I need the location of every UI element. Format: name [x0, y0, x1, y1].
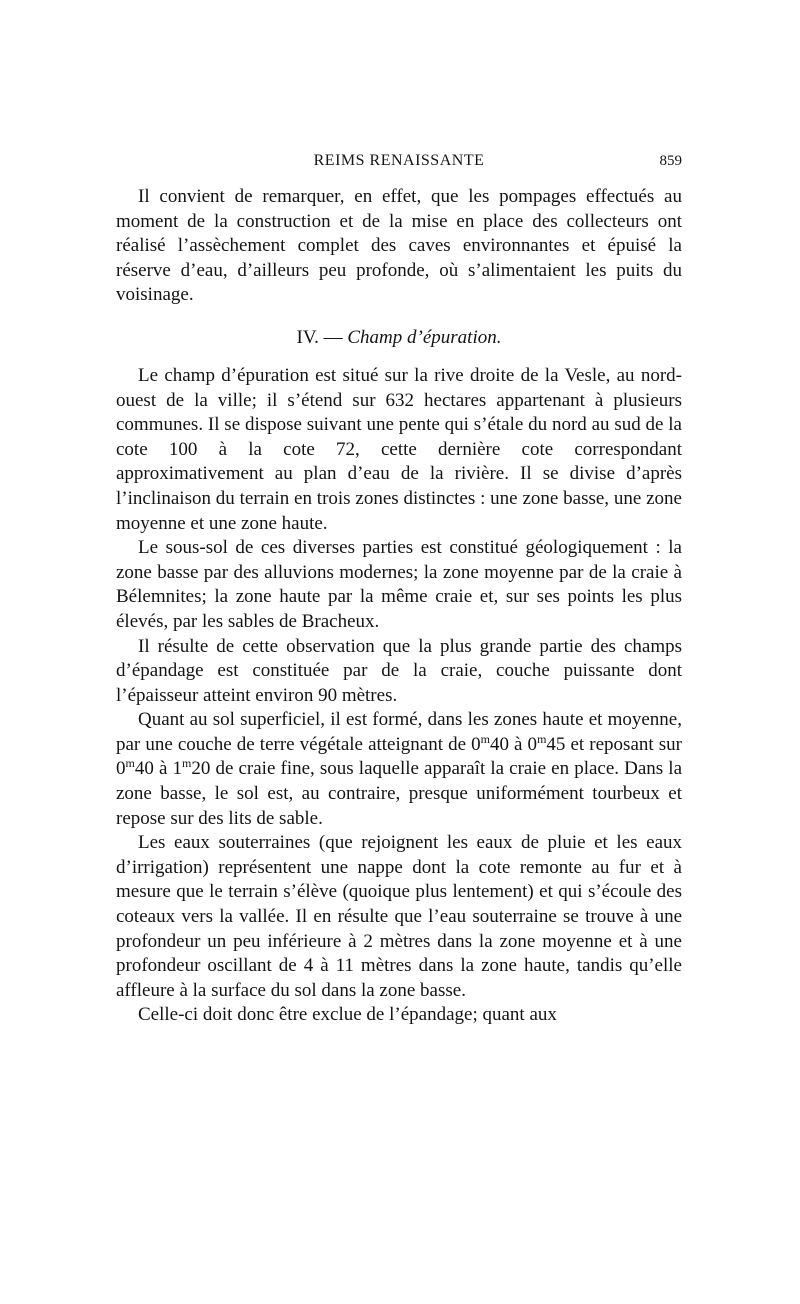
section-title: Champ d’épuration.	[347, 326, 502, 348]
unit-m-4: m	[182, 756, 192, 771]
soil-text-4: 40 à 1	[134, 758, 182, 780]
paragraph-surface-soil	[116, 708, 682, 831]
body-text	[116, 185, 682, 1028]
section-number: IV.	[296, 326, 319, 348]
paragraph-chalk: Il résulte de cette observation que la plus grande partie des champs d’épandage est constituée par de la craie, couche puissante dont l’épaisseur atteint environ 90 mètres.	[116, 635, 682, 706]
paragraph-subsoil: Le sous-sol de ces diverses parties est constitué géologiquement : la zone basse par des alluvions modernes; la zone moyenne par de la craie à Bélemnites; la zone haute par la même craie et, sur ses points les plus élevés, par les sables de Bracheux.	[116, 537, 682, 632]
page-number: 859	[659, 153, 682, 169]
soil-text-1: Quant au sol superficiel, il est formé, dans les zones haute et moyenne, par une couche de terre végétale atteignant de 0	[116, 709, 682, 755]
soil-text-5: 20 de craie fine, sous laquelle apparaît la craie en place. Dans la zone basse, le sol est, au contraire, presque uniformément tourbeux et repose sur des lits de sable.	[116, 758, 683, 829]
running-title: REIMS RENAISSANTE	[313, 152, 485, 169]
unit-m-3: m	[125, 756, 135, 771]
running-header	[116, 150, 682, 172]
section-heading	[116, 326, 682, 350]
section-dash: —	[323, 326, 343, 348]
paragraph-location: Le champ d’épuration est situé sur la rive droite de la Vesle, au nord-ouest de la ville; il s’étend sur 632 hectares appartenant à plusieurs communes. Il se dispose suivant une pente qui s’étale du nord au sud de la cote 100 à la cote 72, cette dernière cote correspondant approximativement au plan d’eau de la rivière. Il se divise d’après l’inclinaison du terrain en trois zones distinctes : une zone basse, une zone moyenne et une zone haute.	[116, 364, 682, 534]
intro-paragraph: Il convient de remarquer, en effet, que les pompages effectués au moment de la construction et de la mise en place des collecteurs ont réalisé l’assèchement complet des caves environnantes et épuisé la réserve d’eau, d’ailleurs peu profonde, où s’alimentaient les puits du voisinage.	[116, 186, 682, 306]
soil-text-2: 40 à 0	[489, 733, 538, 755]
paragraph-conclusion: Celle-ci doit donc être exclue de l’épandage; quant aux	[138, 1004, 557, 1026]
unit-m-2: m	[537, 731, 547, 746]
soil-text-3: 45 et reposant sur 0	[116, 733, 682, 780]
paragraph-groundwater: Les eaux souterraines (que rejoignent les eaux de pluie et les eaux d’irrigation) représentent une nappe dont la cote remonte au fur et à mesure que le terrain s’élève (quoique plus lentement) et qui s’écoule des coteaux vers la vallée. Il en résulte que l’eau souterraine se trouve à une profondeur un peu inférieure à 2 mètres dans la zone moyenne et à une profondeur oscillant de 4 à 11 mètres dans la zone haute, tandis qu’elle affleure à la surface du sol dans la zone basse.	[116, 832, 682, 1001]
unit-m-1: m	[480, 731, 490, 746]
